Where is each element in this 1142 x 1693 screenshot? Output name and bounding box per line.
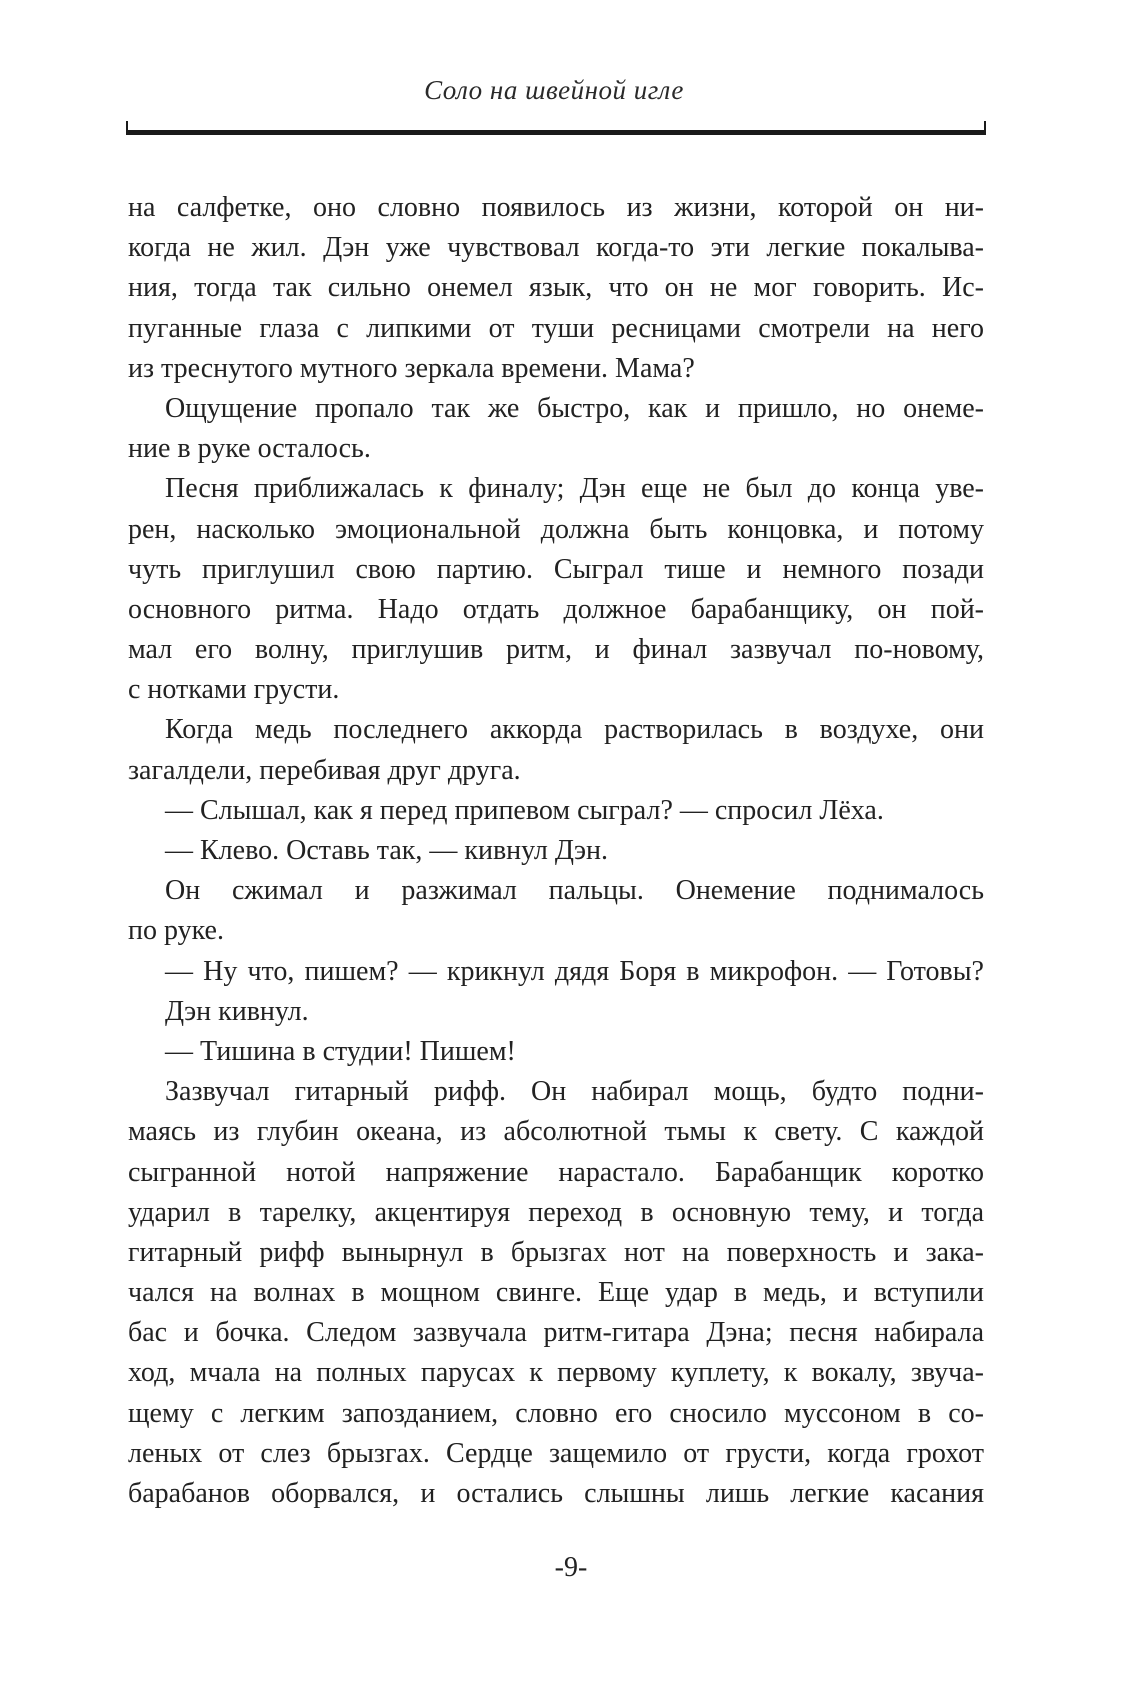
body-text bbox=[128, 188, 984, 1514]
header-rule bbox=[126, 130, 986, 135]
text-line: загалдели, перебивая друг друга. bbox=[128, 754, 521, 786]
text-line: — Тишина в студии! Пишем! bbox=[165, 1035, 516, 1067]
text-line: щему с легким запозданием, словно его сносило муссоном в со- bbox=[128, 1397, 984, 1429]
text-line: ния, тогда так сильно онемел язык, что он не мог говорить. Ис- bbox=[128, 272, 984, 304]
text-line: ние в руке осталось. bbox=[128, 433, 371, 465]
text-line: — Слышал, как я перед припевом сыграл? — спросил Лёха. bbox=[165, 794, 884, 826]
header-rule-left-tick bbox=[126, 121, 128, 135]
text-line: маясь из глубин океана, из абсолютной тьмы к свету. С каждой bbox=[128, 1116, 984, 1148]
header-rule-right-tick bbox=[984, 121, 986, 135]
text-line: на салфетке, оно словно появилось из жизни, которой он ни- bbox=[128, 192, 984, 223]
text-line: чался на волнах в мощном свинге. Еще удар в медь, и вступили bbox=[128, 1277, 984, 1309]
text-line: — Клево. Оставь так, — кивнул Дэн. bbox=[165, 835, 608, 866]
text-line: Он сжимал и разжимал пальцы. Онемение поднималось bbox=[165, 875, 984, 907]
text-line: когда не жил. Дэн уже чувствовал когда-то эти легкие покалыва- bbox=[128, 232, 984, 264]
text-line: барабанов оборвался, и остались слышны лишь легкие касания bbox=[128, 1478, 984, 1509]
text-line: пуганные глаза с липкими от туши ресницами смотрели на него bbox=[128, 312, 984, 344]
text-line: сыгранной нотой напряжение нарастало. Барабанщик коротко bbox=[128, 1156, 984, 1188]
text-line: рен, насколько эмоциональной должна быть концовка, и потому bbox=[128, 513, 984, 545]
text-line: бас и бочка. Следом зазвучала ритм-гитара Дэна; песня набирала bbox=[128, 1317, 984, 1349]
text-line: леных от слез брызгах. Сердце защемило от грусти, когда грохот bbox=[128, 1437, 984, 1469]
running-title: Соло на швейной игле bbox=[424, 75, 684, 105]
text-line: по руке. bbox=[128, 915, 224, 947]
text-line: гитарный рифф вынырнул в брызгах нот на поверхность и зака- bbox=[128, 1236, 984, 1268]
text-line: чуть приглушил свою партию. Сыграл тише и немного позади bbox=[128, 553, 984, 585]
text-line: — Ну что, пишем? — крикнул дядя Боря в микрофон. — Готовы? bbox=[165, 955, 984, 987]
text-line: Песня приближалась к финалу; Дэн еще не был до конца уве- bbox=[165, 473, 984, 505]
page-number: -9- bbox=[554, 1552, 588, 1583]
text-line: основного ритма. Надо отдать должное барабанщику, он пой- bbox=[128, 593, 984, 625]
text-line: ударил в тарелку, акцентируя переход в основную тему, и тогда bbox=[128, 1196, 984, 1228]
text-line: мал его волну, приглушив ритм, и финал зазвучал по-новому, bbox=[128, 634, 984, 666]
text-line: Ощущение пропало так же быстро, как и пришло, но онеме- bbox=[165, 392, 984, 424]
text-line: Зазвучал гитарный рифф. Он набирал мощь, будто подни- bbox=[165, 1076, 984, 1108]
text-line: Дэн кивнул. bbox=[165, 995, 309, 1027]
text-line: из треснутого мутного зеркала времени. Мама? bbox=[128, 352, 695, 384]
text-line: Когда медь последнего аккорда растворилась в воздухе, они bbox=[165, 714, 984, 746]
text-line: с нотками грусти. bbox=[128, 674, 340, 706]
text-line: ход, мчала на полных парусах к первому куплету, к вокалу, звуча- bbox=[128, 1357, 984, 1389]
